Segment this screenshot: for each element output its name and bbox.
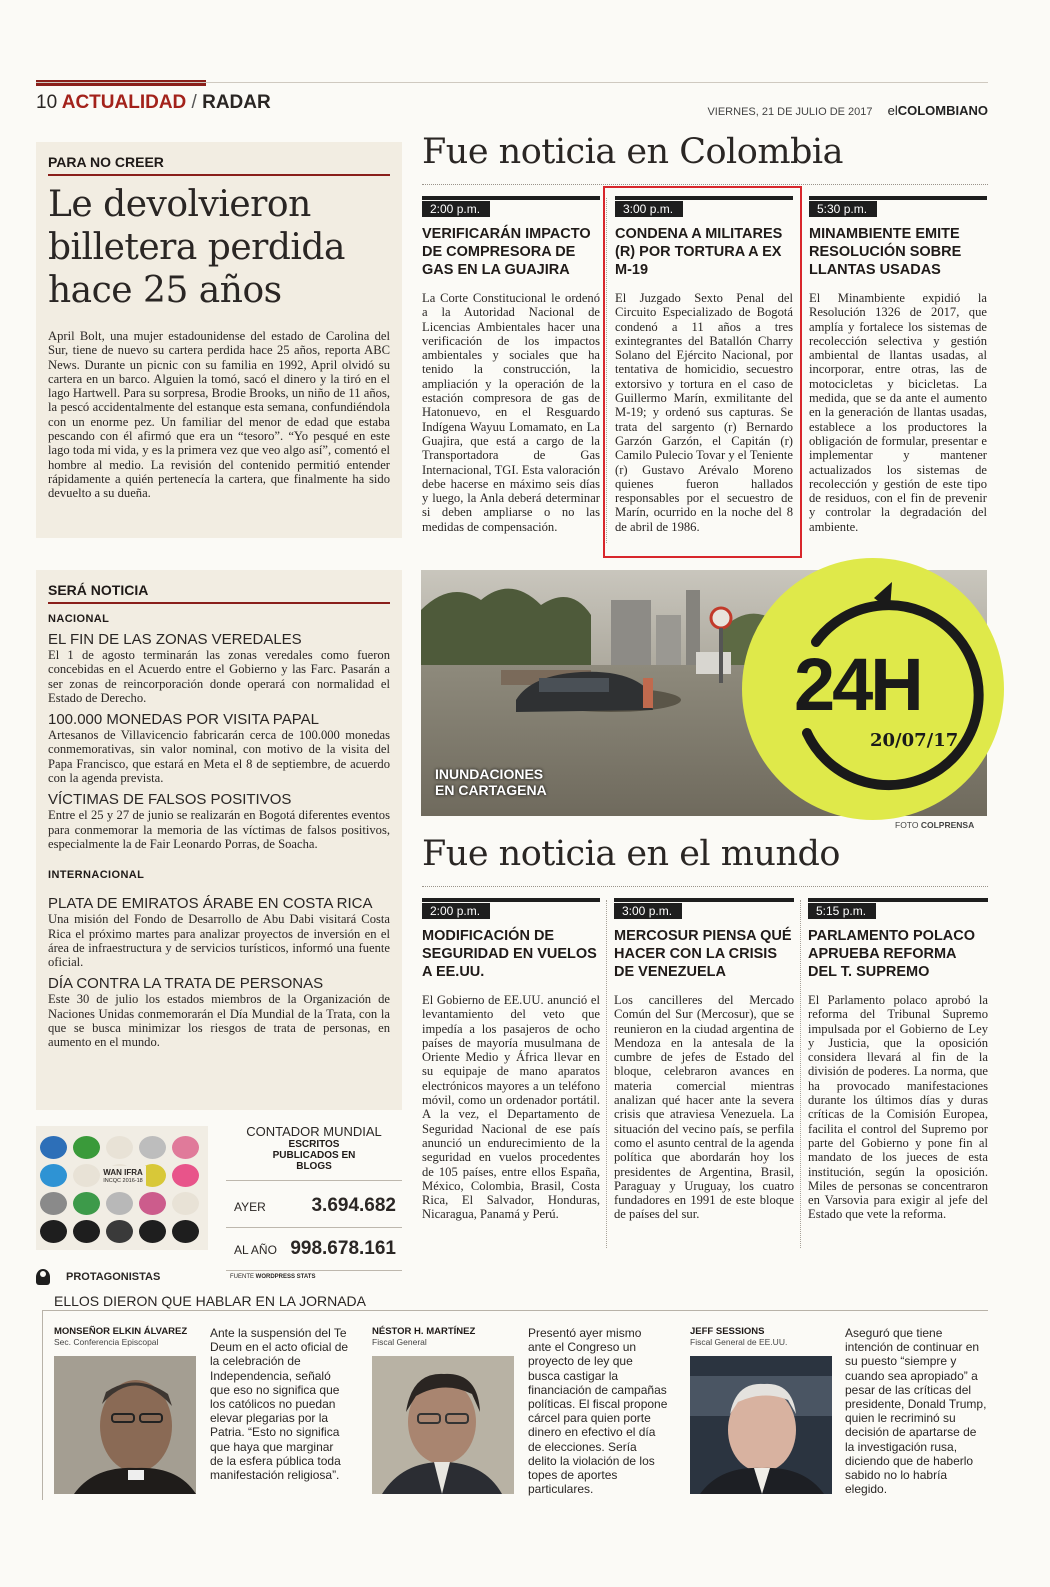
time-badge: 2:00 p.m. (422, 903, 490, 919)
protagonist-name: JEFF SESSIONS (690, 1326, 765, 1337)
time-rule (422, 898, 600, 902)
protagonist-photo (54, 1356, 196, 1494)
news-headline: MERCOSUR PIENSA QUÉ HACER CON LA CRISIS DE VENEZUELA (614, 928, 792, 980)
counter-row-value: 998.678.161 (290, 1238, 396, 1259)
news-headline: MODIFICACIÓN DE SEGURIDAD EN VUELOS A EE.UU. (422, 928, 597, 980)
agenda-item-body: Artesanos de Villavicencio fabricarán cerca de 100.000 monedas conmemorativas, sin valor nominal, con motivo de la visita del Papa Francisco, que estará en Meta el 8 de septiembre, de acuerdo con la agenda prevista. (48, 728, 390, 786)
color-swatch (73, 1192, 100, 1215)
time-badge: 3:00 p.m. (615, 201, 683, 217)
photo-caption (435, 766, 547, 798)
protagonist-role: Sec. Conferencia Episcopal (54, 1337, 159, 1347)
header-rule (36, 82, 988, 83)
subsection-name: RADAR (202, 92, 271, 113)
color-swatch (172, 1136, 199, 1159)
protagonist-photo (690, 1356, 832, 1494)
header-accent-bar (36, 80, 206, 86)
blog-counter (226, 1124, 402, 1280)
person-icon (36, 1269, 50, 1285)
agenda-item-body: Este 30 de julio los estados miembros de la Organización de Naciones Unidas conmemorarán el Día Mundial de la Trata, con la que se busca minimizar los riesgos de trata de personas, en aumento en el mundo. (48, 992, 390, 1050)
news-body: La Corte Constitucional le ordenó a la Autoridad Nacional de Licencias Ambientales hacer una verificación de los impactos ambientales y sociales que ha tenido la construcción, la ampliación y la operación de la estación compresora de gas de Hatonuevo, en el Resguardo Indígena Wayuu Lomamato, en La Guajira, que está a cargo de la Transportadora de Gas Internacional, TGI. Esta valoración debe hacerse en máximo seis días y luego, la Anla deberá determinar si deben ampliarse o no las medidas de compensación. (422, 291, 600, 534)
news-body: El Gobierno de EE.UU. anunció el levantamiento del veto que impedía a los pasajeros de ocho países de mayoría musulmana de Oriente Medio y África llevar en su equipaje de mano aparatos electrónicos mayores a un teléfono móvil, como un ordenador portátil. A la vez, el Departamento de Seguridad Nacional de ese país anunció un endurecimiento de la seguridad en vuelos procedentes de 105 países, entre ellos España, México, Colombia, Brasil, Costa Rica, El Salvador, Honduras, Nicaragua, Panamá y Perú. (422, 993, 600, 1222)
counter-row-value: 3.694.682 (311, 1195, 396, 1216)
time-rule (615, 196, 793, 200)
colombia-item-1 (422, 196, 600, 534)
colombia-section-title: Fue noticia en Colombia (422, 132, 843, 172)
protagonist-name: NÉSTOR H. MARTÍNEZ (372, 1326, 476, 1337)
time-badge: 5:15 p.m. (808, 903, 876, 919)
color-swatch (73, 1220, 100, 1243)
news-headline: VERIFICARÁN IMPACTO DE COMPRESORA DE GAS EN LA GUAJIRA (422, 226, 591, 278)
photo-credit: FOTO COLPRENSA (895, 820, 975, 830)
color-swatch (172, 1164, 199, 1187)
24h-label: 24H (794, 643, 921, 726)
column-divider (606, 900, 607, 1248)
protagonist-quote: Aseguró que tiene intención de continuar en su puesto “siempre y cuando sea apropiado” a pesar de las críticas del presidente, Donald Trump, quien le recriminó su decisión de apartarse de la investigación rusa, diciendo que de haberlo sabido no lo habría elegido. (845, 1326, 987, 1497)
protagonist-card (372, 1326, 668, 1502)
page-number: 10 (36, 92, 58, 113)
agenda-item-title: EL FIN DE LAS ZONAS VEREDALES (48, 631, 302, 648)
section-separator: / (191, 92, 197, 113)
color-swatch (40, 1136, 67, 1159)
color-swatch (106, 1192, 133, 1215)
calibration-swatches (40, 1136, 208, 1243)
agenda-item-title: 100.000 MONEDAS POR VISITA PAPAL (48, 711, 319, 729)
color-calibration-strip (36, 1126, 208, 1250)
counter-row-label: AL AÑO (234, 1243, 277, 1257)
news-headline: CONDENA A MILITARES (R) POR TORTURA A EX M-19 (615, 226, 783, 278)
color-swatch (40, 1164, 67, 1187)
issue-date: VIERNES, 21 DE JULIO DE 2017 (707, 106, 873, 118)
color-swatch (139, 1136, 166, 1159)
news-body: El Parlamento polaco aprobó la reforma del Tribunal Supremo impulsada por el Gobierno de Ley y Justicia, que la oposición considera llevará al fin de la división de poderes. La norma, que ha provocado manifestaciones durante los últimos días y duras críticas de la Comisión Europea, facilita el control del Supremo por parte del Gobierno y pone fin al mandato de los jueces de esta institución, según la oposición. Miles de personas se concentraron en Varsovia para exigir al jefe del Estado que vete la reforma. (808, 993, 988, 1222)
agenda-item-body: Entre el 25 y 27 de junio se realizarán en Bogotá diferentes eventos para conmemorar la memoria de las víctimas de falsos positivos, especialmente la de Fair Leonardo Porras, de Soacha. (48, 808, 390, 851)
counter-rule (226, 1180, 402, 1181)
color-swatch (172, 1220, 199, 1243)
mundo-section-title: Fue noticia en el mundo (422, 834, 840, 874)
agenda-item-title: PLATA DE EMIRATOS ÁRABE EN COSTA RICA (48, 895, 373, 913)
colombia-item-3 (809, 196, 987, 534)
color-swatch (106, 1136, 133, 1159)
time-rule (614, 898, 794, 902)
news-headline: PARLAMENTO POLACO APRUEBA REFORMA DEL T. SUPREMO (808, 928, 976, 980)
color-swatch (73, 1164, 100, 1187)
photo-caption-line2: EN CARTAGENA (435, 782, 547, 798)
protagonistas-label: PROTAGONISTAS (66, 1271, 161, 1284)
protagonist-photo (372, 1356, 514, 1494)
mundo-title-rule (422, 886, 988, 887)
agenda-item-title: VÍCTIMAS DE FALSOS POSITIVOS (48, 791, 292, 809)
protagonistas-rule (42, 1310, 988, 1311)
protagonist-name: MONSEÑOR ELKIN ÁLVAREZ (54, 1326, 188, 1337)
news-body: Los cancilleres del Mercado Común del Sur (Mercosur), que se reunieron en la ciudad argentina de Mendoza en la antesala de la cumbre de jefes de Estado del bloque, celebraron avances en materia comercial mientras analizan qué hacer ante la severa crisis que atraviesa Venezuela. La situación del vecino país, se perfila como el asunto central de la agenda política que abordarán hoy los presidentes de Argentina, Brasil, Paraguay y Uruguay, los cuatro fundadores en 1991 de este bloque de países del sur. (614, 993, 794, 1222)
color-swatch (172, 1192, 199, 1215)
protagonist-role: Fiscal General de EE.UU. (690, 1337, 788, 1347)
protagonist-card (54, 1326, 350, 1502)
wan-ifra-logo: WAN IFRA INCQC 2016-18 (100, 1166, 146, 1188)
sera-noticia-box (36, 570, 402, 1110)
column-divider (800, 900, 801, 1248)
page-header (36, 92, 271, 114)
protagonistas-subtitle: ELLOS DIERON QUE HABLAR EN LA JORNADA (54, 1293, 366, 1309)
time-badge: 5:30 p.m. (809, 201, 877, 217)
para-no-creer-title: Le devolvieron billetera perdida hace 25 años (48, 184, 345, 311)
protagonistas-left-rule (42, 1310, 43, 1500)
counter-row (226, 1238, 402, 1260)
mundo-item-2 (614, 898, 794, 1222)
protagonist-quote: Ante la suspensión del Te Deum en el acto oficial de la celebración de Independencia, señaló que eso no significa que los católicos no puedan elevar plegarias por la Patria. “Esto no significa que haya que marginar de la esfera pública toda manifestación religiosa”. (210, 1326, 349, 1483)
counter-row-label: AYER (234, 1200, 266, 1214)
counter-row (226, 1195, 402, 1217)
header-date-line (707, 103, 988, 118)
color-swatch (40, 1220, 67, 1243)
counter-title: CONTADOR MUNDIAL (246, 1124, 382, 1139)
colombia-title-rule (422, 184, 988, 185)
para-no-creer-box (36, 142, 402, 538)
sera-noticia-label: SERÁ NOTICIA (48, 582, 390, 604)
protagonistas-header (36, 1268, 988, 1286)
counter-rule (226, 1227, 402, 1228)
time-rule (809, 196, 987, 200)
news-headline: MINAMBIENTE EMITE RESOLUCIÓN SOBRE LLANTAS USADAS (809, 226, 962, 278)
color-swatch (139, 1220, 166, 1243)
news-body: El Minambiente expidió la Resolución 1326 de 2017, que amplía y fortalece los sistemas de recolección selectiva y gestión ambiental de llantas usadas, al incorporar, entre otras, las de motocicletas y bicicletas. La medida, que se da ante el aumento en la generación de llantas usadas, establece a los productores la obligación de formular, presentar e implementar y mantener actualizados los sistemas de recolección y gestión de este tipo de residuos, con el fin de prevenir y controlar la degradación del ambiente. (809, 291, 987, 534)
newspaper-brand: elCOLOMBIANO (887, 103, 988, 118)
mundo-item-1 (422, 898, 600, 1222)
time-badge: 3:00 p.m. (614, 903, 682, 919)
protagonist-card (690, 1326, 988, 1502)
color-swatch (40, 1192, 67, 1215)
counter-subtitle: ESCRITOS PUBLICADOS EN BLOGS (272, 1139, 356, 1172)
agenda-item-body: El 1 de agosto terminarán las zonas veredales como fueron concebidas en el Acuerdo entre el Gobierno y las Farc. Pasarán a ser zonas de reincorporación donde operará con normalidad el Estado de Derecho. (48, 648, 390, 705)
agenda-item-title: DÍA CONTRA LA TRATA DE PERSONAS (48, 975, 324, 993)
counter-source: FUENTE WORDPRESS STATS (230, 1274, 316, 1280)
photo-caption-line1: INUNDACIONES (435, 766, 544, 782)
colombia-item-2 (615, 196, 793, 534)
24h-badge (742, 558, 1004, 820)
internacional-label: INTERNACIONAL (48, 869, 145, 882)
protagonist-role: Fiscal General (372, 1337, 427, 1347)
section-name: ACTUALIDAD (61, 92, 187, 113)
protagonist-quote: Presentó ayer mismo ante el Congreso un proyecto de ley que busca castigar la financiación de campañas políticas. El fiscal propone cárcel para quien porte dinero en efectivo el día de elecciones. Sería delito la violación de los topes de aportes particulares. (528, 1326, 668, 1497)
agenda-item-body: Una misión del Fondo de Desarrollo de Abu Dabi visitará Costa Rica el próximo martes para analizar proyectos de inversión en el área de infraestructura y de servicios turísticos, informó una fuente oficial. (48, 912, 390, 970)
color-swatch (139, 1192, 166, 1215)
color-swatch (106, 1220, 133, 1243)
para-no-creer-body: April Bolt, una mujer estadounidense del estado de Carolina del Sur, tiene de nuevo su cartera perdida hace 25 años, reporta ABC News. Durante un picnic con su familia en 1992, April olvidó su cartera en un barco. Alguien la tomó, sacó el dinero y la tiró en el lago Hartwell. Para su sorpresa, Brodie Brooks, un niño de 11 años, la pescó accidentalmente del estanque esta semana, confundiéndola con un enorme pez. Un familiar del menor de edad que estaba pescando con él afirmó que era un “tesoro”. “Yo pesqué en este lago toda mi vida, y es la primera vez que veo algo así”, comentó el hombre al medio. La revisión del contenido permitió entender rápidamente a quién pertenecía la cartera, que finalmente ha sido devuelto a su dueña. (48, 329, 390, 501)
mundo-item-3 (808, 898, 988, 1222)
news-body: El Juzgado Sexto Penal del Circuito Especializado de Bogotá condenó a 11 años a tres exintegrantes del Batallón Charry Solano del Ejército Nacional, por tentativa de homicidio, secuestro extorsivo y tortura en el caso de Guillermo Marín, exmilitante del M-19; y ordenó sus capturas. Se trata del sargento (r) Bernardo Garzón Garzón, el Capitán (r) Camilo Pulecio Tovar y el Teniente (r) Gustavo Arévalo Moreno quienes fueron hallados responsables por el secuestro de Marín, ocurrido en la noche del 8 de abril de 1986. (615, 291, 793, 534)
time-rule (808, 898, 988, 902)
nacional-label: NACIONAL (48, 613, 110, 625)
time-rule (422, 196, 600, 200)
24h-date: 20/07/17 (870, 730, 959, 751)
para-no-creer-label: PARA NO CREER (48, 154, 390, 176)
color-swatch (73, 1136, 100, 1159)
time-badge: 2:00 p.m. (422, 201, 490, 217)
